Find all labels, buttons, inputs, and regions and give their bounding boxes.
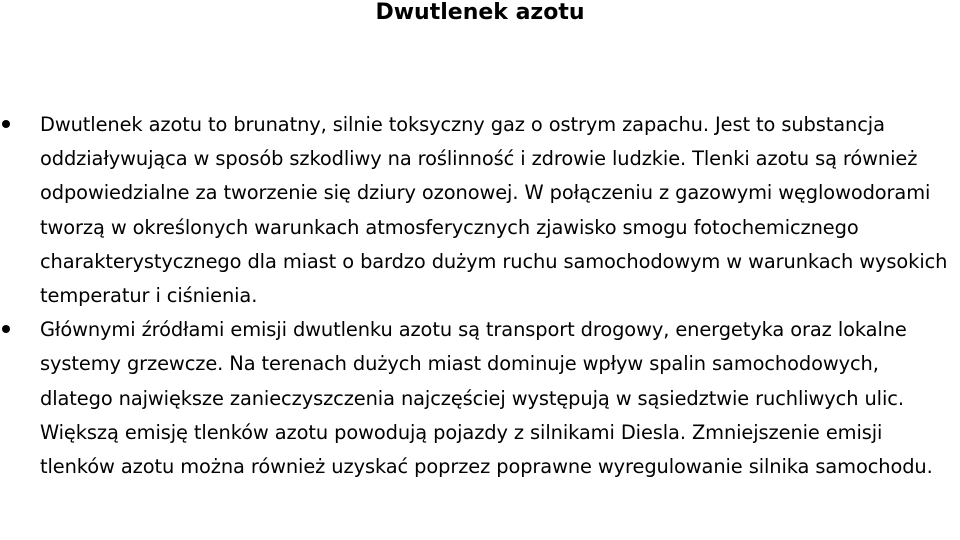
bullet-list (0, 108, 960, 484)
slide-title: Dwutlenek azotu (375, 0, 585, 25)
bullet-text-2: Głównymi źródłami emisji dwutlenku azotu są transport drogowy, energetyka oraz lokalne systemy grzewcze. Na terenach dużych miast dominuje wpływ spalin samochodowych, dlatego największe zanieczyszczenia najczęściej występują w sąsiedztwie ruchliwych ulic. Większą emisję tlenków azotu powodują pojazdy z silnikami Diesla. Zmniejszenie emisji tlenków azotu można również uzyskać poprzez poprawne wyregulowanie silnika samochodu. (40, 318, 933, 479)
bullet-point-icon (2, 325, 10, 333)
bullet-item-1 (0, 108, 960, 313)
bullet-item-2 (0, 313, 960, 484)
bullet-text-1: Dwutlenek azotu to brunatny, silnie toksyczny gaz o ostrym zapachu. Jest to substancja oddziaływująca w sposób szkodliwy na roślinność i zdrowie ludzkie. Tlenki azotu są również odpowiedzialne za tworzenie się dziury ozonowej. W połączeniu z gazowymi węglowodorami tworzą w określonych warunkach atmosferycznych zjawisko smogu fotochemicznego charakterystycznego dla miast o bardzo dużym ruchu samochodowym w warunkach wysokich temperatur i ciśnienia. (40, 113, 948, 308)
bullet-point-icon (2, 120, 10, 128)
